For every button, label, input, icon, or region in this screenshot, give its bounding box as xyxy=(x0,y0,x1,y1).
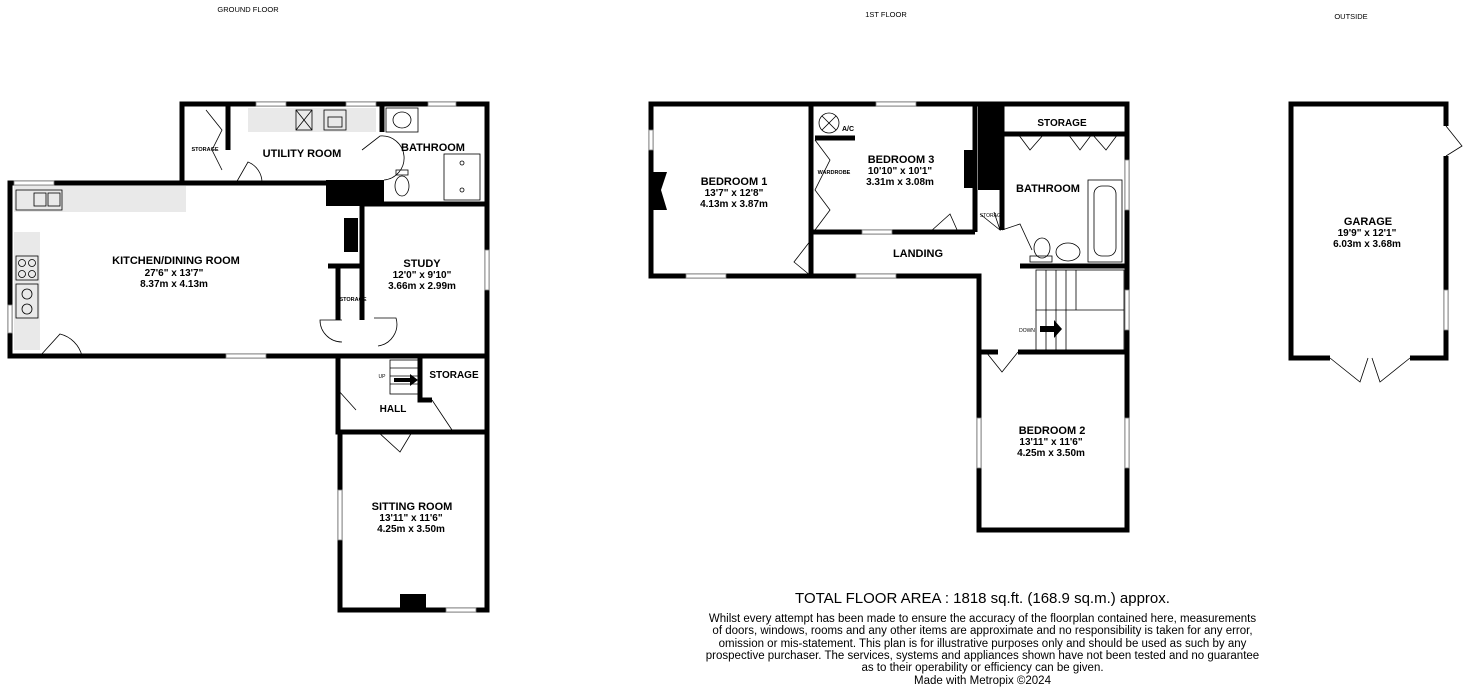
garage-imperial: 19'9" x 12'1" xyxy=(1337,228,1397,239)
outside-plan xyxy=(1291,104,1462,382)
ac-label: A/C xyxy=(841,126,855,133)
storage-utility-label: STORAGE xyxy=(191,147,219,153)
study-metric: 3.66m x 2.99m xyxy=(388,281,456,292)
kitchen-door[interactable] xyxy=(40,334,82,356)
made-with-credit: Made with Metropix ©2024 xyxy=(914,675,1051,687)
first-floor-plan xyxy=(649,102,1129,530)
kitchen-counter-side xyxy=(14,232,40,350)
stairs-first[interactable] xyxy=(1036,270,1124,350)
first-floor-title: 1ST FLOOR xyxy=(865,10,907,19)
fireplace-bed1 xyxy=(653,172,667,210)
storage-hall-name: STORAGE xyxy=(429,370,479,381)
garage-metric: 6.03m x 3.68m xyxy=(1333,239,1401,250)
storage-landing-label: STORAGE xyxy=(979,213,1005,219)
study-name: STUDY xyxy=(403,258,441,270)
storage-first-name: STORAGE xyxy=(1037,118,1087,129)
bedroom2-name: BEDROOM 2 xyxy=(1018,425,1086,437)
sitting-imperial: 13'11" x 11'6" xyxy=(379,513,443,524)
bedroom3-metric: 3.31m x 3.08m xyxy=(866,177,934,188)
utility-door[interactable] xyxy=(236,162,262,183)
fireplace-study xyxy=(344,218,358,252)
bathroom-ground-name: BATHROOM xyxy=(401,142,465,154)
bedroom3-imperial: 10'10" x 10'1" xyxy=(867,166,933,177)
bedroom3-door[interactable] xyxy=(930,214,958,232)
kitchen-imperial: 27'6" x 13'7" xyxy=(144,268,204,279)
ac-icon xyxy=(819,113,839,133)
storage-door[interactable] xyxy=(432,400,452,430)
study-imperial: 12'0" x 9'10" xyxy=(392,270,452,281)
fireplace-sitting xyxy=(400,594,426,608)
sitting-room-name: SITTING ROOM xyxy=(371,501,453,513)
bedroom2-metric: 4.25m x 3.50m xyxy=(1017,448,1085,459)
ground-floor-plan xyxy=(8,102,489,612)
bedroom2-imperial: 13'11" x 11'6" xyxy=(1019,437,1083,448)
bedroom1-name: BEDROOM 1 xyxy=(700,176,768,188)
bathroom-first-door[interactable] xyxy=(1002,224,1032,250)
bedroom1-imperial: 13'7" x 12'8" xyxy=(704,188,764,199)
outside-title: OUTSIDE xyxy=(1334,12,1368,21)
sitting-metric: 4.25m x 3.50m xyxy=(377,524,445,535)
sitting-room-door[interactable] xyxy=(378,432,412,452)
chimney-breast xyxy=(326,180,384,206)
chimney-first xyxy=(978,104,1002,190)
study-door[interactable] xyxy=(374,318,397,346)
hall-name: HALL xyxy=(379,404,407,415)
ground-floor-title: GROUND FLOOR xyxy=(217,5,279,14)
total-floor-area: TOTAL FLOOR AREA : 1818 sq.ft. (168.9 sq.m.) approx. xyxy=(795,590,1170,607)
utility-room-name: UTILITY ROOM xyxy=(262,148,342,160)
up-label: UP xyxy=(378,374,386,380)
bathroom-door[interactable] xyxy=(362,136,404,180)
disclaimer-text: Whilst every attempt has been made to ensure the accuracy of the floorplan contained here, measurements of doors, windows, rooms and any other items are approximate and no responsibility is taken for any error, omission or mis-statement. This plan is for illustrative purposes only and should be used as such by any prospective purchaser. The services, systems and appliances shown have not been tested and no guarantee as to their operability or efficiency can be given. xyxy=(705,613,1260,675)
down-label: DOWN xyxy=(1019,328,1035,334)
storage-study-label: STORAGE xyxy=(339,297,367,303)
landing-name: LANDING xyxy=(892,248,944,260)
bathroom-first-name: BATHROOM xyxy=(1016,183,1080,195)
bedroom1-metric: 4.13m x 3.87m xyxy=(700,199,768,210)
garage-name: GARAGE xyxy=(1343,216,1393,228)
bedroom1-door[interactable] xyxy=(794,240,811,276)
bedroom2-door[interactable] xyxy=(986,352,1018,372)
wardrobe-doors[interactable] xyxy=(815,140,830,230)
bathroom-fixtures xyxy=(386,108,480,200)
bedroom3-name: BEDROOM 3 xyxy=(867,154,935,166)
wardrobe-label: WARDROBE xyxy=(817,170,851,176)
kitchen-metric: 8.37m x 4.13m xyxy=(140,279,208,290)
stairs-ground[interactable] xyxy=(390,360,418,394)
kitchen-name: KITCHEN/DINING ROOM xyxy=(112,255,240,267)
